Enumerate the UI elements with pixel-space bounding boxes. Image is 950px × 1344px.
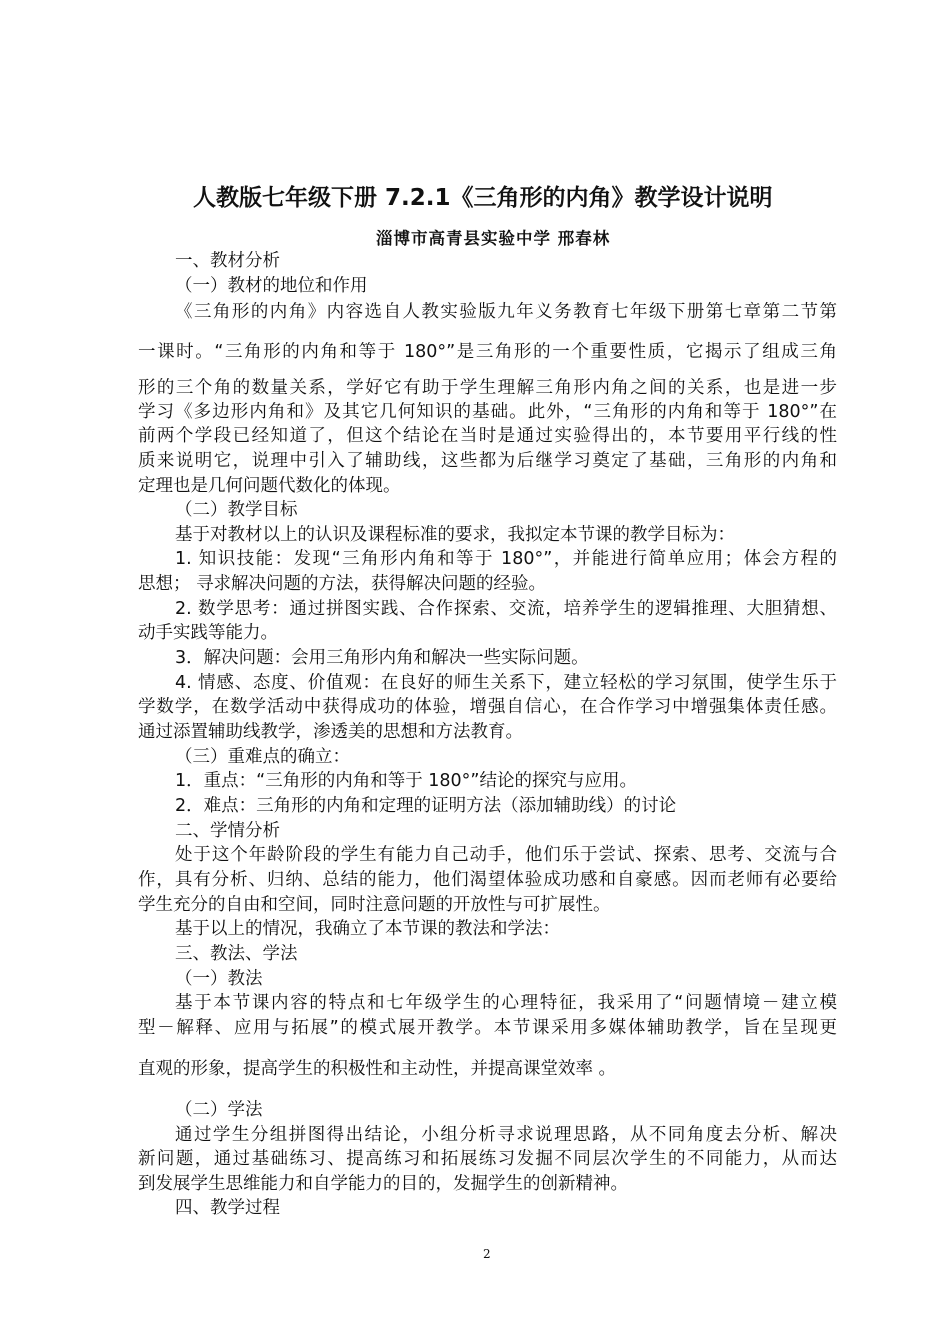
subsection-heading: （二）教学目标 [175,500,298,520]
paragraph-line: 思想； 寻求解决问题的方法，获得解决问题的经验。 [138,574,547,594]
paragraph-line: 前两个学段已经知道了，但这个结论在当时是通过实验得出的，本节要用平行线的性 [138,426,837,446]
section-heading: 二、学情分析 [175,821,280,841]
paragraph-line: 动手实践等能力。 [138,623,278,643]
paragraph-line: 基于本节课内容的特点和七年级学生的心理特征，我采用了“问题情境－建立模 [175,993,837,1013]
section-heading: 三、教法、学法 [175,944,298,964]
paragraph-line: 2. 数学思考：通过拼图实践、合作探索、交流，培养学生的逻辑推理、大胆猜想、 [175,599,837,619]
subsection-heading: （二）学法 [175,1100,263,1120]
paragraph-line: 学生充分的自由和空间，同时注意问题的开放性与可扩展性。 [138,895,611,915]
paragraph-line: 处于这个年龄阶段的学生有能力自己动手，他们乐于尝试、探索、思考、交流与合 [175,845,837,865]
paragraph-line: 1．重点：“三角形的内角和等于 180°”结论的探究与应用。 [175,771,637,791]
subsection-heading: （三）重难点的确立： [175,747,350,767]
paragraph-line: 质来说明它，说理中引入了辅助线，这些都为后继学习奠定了基础，三角形的内角和 [138,451,837,471]
paragraph-line: 3．解决问题：会用三角形内角和解决一些实际问题。 [175,648,589,668]
paragraph-line: 到发展学生思维能力和自学能力的目的，发掘学生的创新精神。 [138,1174,628,1194]
paragraph-line: 4. 情感、态度、价值观：在良好的师生关系下，建立轻松的学习氛围，使学生乐于 [175,673,837,693]
paragraph-line: 1. 知识技能：发现“三角形内角和等于 180°”，并能进行简单应用；体会方程的 [175,549,837,569]
paragraph-line: 作，具有分析、归纳、总结的能力，他们渴望体验成功感和自豪感。因而老师有必要给 [138,870,837,890]
paragraph-line: 基于以上的情况，我确立了本节课的教法和学法： [175,919,560,939]
paragraph-line: 一课时。“三角形的内角和等于 180°”是三角形的一个重要性质，它揭示了组成三角 [138,342,837,362]
paragraph-line: 通过添置辅助线教学，渗透美的思想和方法教育。 [138,722,523,742]
author-line: 淄博市高青县实验中学 邢春林 [376,229,611,248]
paragraph-line: 基于对教材以上的认识及课程标准的要求，我拟定本节课的教学目标为： [175,525,735,545]
paragraph-line: 形的三个角的数量关系，学好它有助于学生理解三角形内角之间的关系，也是进一步 [138,378,837,398]
paragraph-line: 定理也是几何问题代数化的体现。 [138,476,401,496]
paragraph-line: 型－解释、应用与拓展”的模式展开教学。本节课采用多媒体辅助教学，旨在呈现更 [138,1018,837,1038]
paragraph-line: 学习《多边形内角和》及其它几何知识的基础。此外，“三角形的内角和等于 180°”在 [138,402,837,422]
paragraph-line: 直观的形象，提高学生的积极性和主动性，并提高课堂效率 。 [138,1059,617,1079]
subsection-heading: （一）教法 [175,969,263,989]
page-number: 2 [483,1247,491,1261]
paragraph-line: 学数学，在数学活动中获得成功的体验，增强自信心，在合作学习中增强集体责任感。 [138,697,837,717]
paragraph-line: 2．难点：三角形的内角和定理的证明方法（添加辅助线）的讨论 [175,796,677,816]
paragraph-line: 通过学生分组拼图得出结论，小组分析寻求说理思路，从不同角度去分析、解决 [175,1125,837,1145]
section-heading: 一、教材分析 [175,251,280,271]
subsection-heading: （一）教材的地位和作用 [175,276,368,296]
paragraph-line: 《三角形的内角》内容选自人教实验版九年义务教育七年级下册第七章第二节第 [175,302,837,322]
document-title: 人教版七年级下册 7.2.1《三角形的内角》教学设计说明 [193,185,773,211]
section-heading: 四、教学过程 [175,1198,280,1218]
paragraph-line: 新问题，通过基础练习、提高练习和拓展练习发掘不同层次学生的不同能力，从而达 [138,1149,837,1169]
